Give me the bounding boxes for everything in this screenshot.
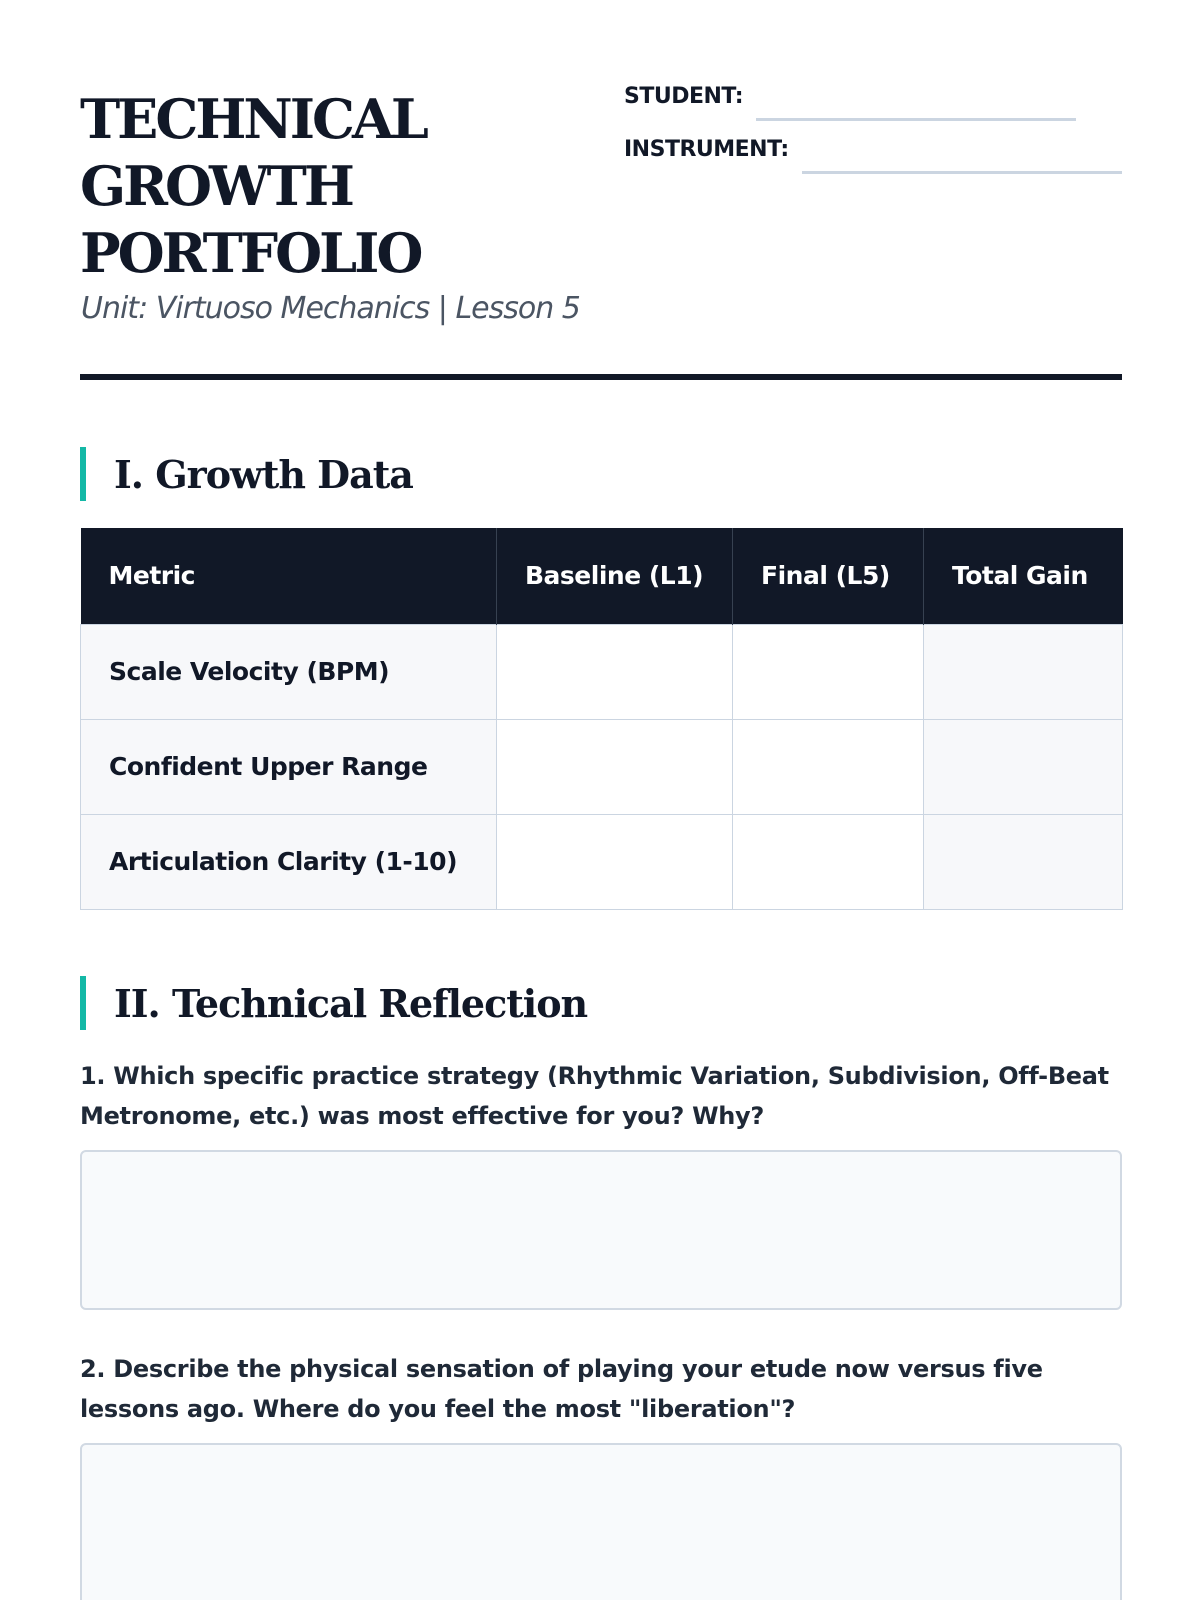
title-line: GROWTH bbox=[80, 154, 352, 218]
table-header-row bbox=[81, 528, 1123, 624]
final-cell[interactable] bbox=[733, 624, 924, 719]
title-line: PORTFOLIO bbox=[80, 221, 421, 285]
section-accent-bar bbox=[80, 976, 86, 1030]
question-2-text: 2. Describe the physical sensation of playing your etude now versus five lessons ago. Where do you feel the most "liberation"? bbox=[80, 1355, 1043, 1423]
baseline-cell[interactable] bbox=[497, 814, 733, 909]
page-title bbox=[80, 86, 620, 287]
section-title: II. Technical Reflection bbox=[114, 980, 588, 1026]
question-1-text: 1. Which specific practice strategy (Rhythmic Variation, Subdivision, Off-Beat Metronome, etc.) was most effective for you? Why? bbox=[80, 1062, 1109, 1130]
title-line: TECHNICAL bbox=[80, 87, 426, 151]
total-gain-cell[interactable] bbox=[924, 719, 1123, 814]
baseline-cell[interactable] bbox=[497, 719, 733, 814]
section-technical-reflection bbox=[80, 976, 587, 1030]
baseline-cell[interactable] bbox=[497, 624, 733, 719]
column-header-baseline: Baseline (L1) bbox=[497, 528, 733, 624]
metric-cell: Articulation Clarity (1-10) bbox=[81, 814, 497, 909]
final-cell[interactable] bbox=[733, 719, 924, 814]
table-row bbox=[81, 814, 1123, 909]
metric-cell: Confident Upper Range bbox=[81, 719, 497, 814]
table-row bbox=[81, 624, 1123, 719]
question-1-answer-box[interactable] bbox=[80, 1150, 1122, 1310]
total-gain-cell[interactable] bbox=[924, 814, 1123, 909]
student-label: STUDENT: bbox=[624, 84, 744, 109]
total-gain-cell[interactable] bbox=[924, 624, 1123, 719]
metric-cell: Scale Velocity (BPM) bbox=[81, 624, 497, 719]
page-subtitle: Unit: Virtuoso Mechanics | Lesson 5 bbox=[81, 291, 580, 326]
table-row bbox=[81, 719, 1123, 814]
section-accent-bar bbox=[80, 447, 86, 501]
instrument-label: INSTRUMENT: bbox=[624, 137, 789, 162]
growth-data-table bbox=[80, 528, 1123, 910]
instrument-field bbox=[624, 137, 1122, 162]
final-cell[interactable] bbox=[733, 814, 924, 909]
header-divider bbox=[80, 374, 1122, 380]
column-header-total-gain: Total Gain bbox=[924, 528, 1123, 624]
section-title: I. Growth Data bbox=[114, 451, 413, 497]
question-2-answer-box[interactable] bbox=[80, 1443, 1122, 1600]
student-field bbox=[624, 84, 1076, 109]
column-header-final: Final (L5) bbox=[733, 528, 924, 624]
instrument-input-line[interactable] bbox=[802, 171, 1122, 174]
section-growth-data bbox=[80, 447, 413, 501]
column-header-metric: Metric bbox=[81, 528, 497, 624]
student-input-line[interactable] bbox=[756, 118, 1076, 121]
